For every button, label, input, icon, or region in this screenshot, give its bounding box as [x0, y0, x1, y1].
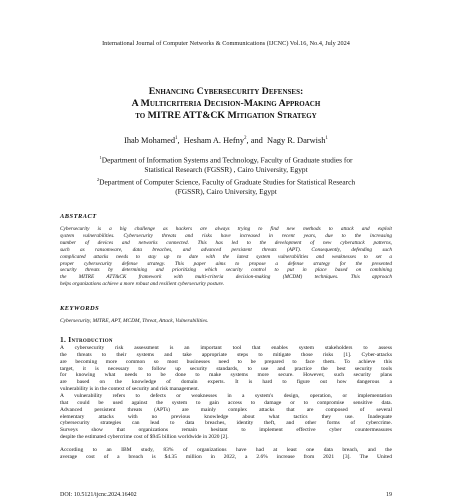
keywords-text: Cybersecurity, MITRE, APT, MCDM, Threat, Attack, Vulnerabilities.: [60, 318, 209, 324]
abstract-line: complicated attacks needs to stay up to date with the latest system vulnerabilities and weaknesses to set a: [60, 253, 392, 260]
paragraph-line: that could be used against the system to gain access to damage or to compromise sensitive data.: [60, 399, 392, 406]
author-separator: ,: [177, 136, 180, 145]
author-name: Ihab Mohamed: [124, 136, 176, 145]
abstract-line: proper cybersecurity defense strategy. This paper aims to propose a defense strategy for the presented: [60, 260, 392, 267]
paper-title: [40, 86, 412, 122]
paragraph-line: Advanced persistent threats (APTs) are mainly complex attacks that are composed of several: [60, 406, 392, 413]
affiliation-line: Department of Information Systems and Technology, Faculty of Graduate studies for: [101, 155, 353, 165]
affiliation-line: (FGSSR), Cairo University, Egypt: [175, 187, 277, 197]
author-name: Nagy R. Darwish: [267, 136, 326, 145]
paragraph-line: elementary attacks with no previous knowledge about what tactics they use. Inadequate: [60, 413, 392, 420]
author-list: [0, 136, 452, 145]
paragraph-line: the threats to their systems and take appropriate steps to mitigate those risks [1]. Cyber-attacks: [60, 351, 392, 358]
abstract-line: security threats by determining and prioritizing which security control to put in place based on combining: [60, 267, 392, 274]
paragraph-line: According to an IBM study, 83% of organizations have had at least one data breach, and the: [60, 447, 392, 453]
paragraph: [60, 393, 392, 441]
paragraph-line: despite the estimated cybercrime cost of $945 billion worldwide in 2020 [2].: [60, 434, 229, 441]
paragraph-line: are becoming more common so most businesses need to be prepared to face them. To achieve this: [60, 358, 392, 365]
paragraph-line: average cost of a breach is $4.35 million in 2022, a 2.6% increase from 2021 [3]. The United: [60, 453, 392, 460]
abstract-text: [60, 226, 392, 288]
abstract-line: helps organizations achieve a more robust and resilient cybersecurity posture.: [60, 281, 225, 288]
author-affiliation-mark: 1: [325, 136, 328, 142]
affiliation-line: Department of Computer Science, Faculty of Graduate Studies for Statistical Research: [99, 177, 356, 187]
paragraph-line: cybersecurity strategies can lead to data breaches, identity theft, and other forms of cybercrime.: [60, 420, 392, 427]
abstract-line: number of devices and networks connected. This has led to the development of new cyberattack patterns,: [60, 239, 392, 246]
affiliation-2: [40, 175, 412, 197]
section-heading-introduction: 1. Introduction: [60, 335, 113, 344]
journal-header: International Journal of Computer Networks & Communications (IJCNC) Vol.16, No.4, July 2024: [102, 40, 350, 47]
author-separator: , and: [246, 136, 263, 145]
author-affiliation-mark: 2: [244, 136, 247, 142]
paragraph-line: target, it is necessary to follow up security standards, to use and practice the best security tools: [60, 365, 392, 372]
paragraph-line: vulnerability is in the context of security and risk management.: [60, 386, 199, 393]
affiliation-number: 2: [96, 177, 100, 182]
abstract-line: the MITRE ATT&CK framework with multi-criteria decision-making (MCDM) techniques. This approach: [60, 274, 392, 281]
page-number: 19: [386, 492, 392, 498]
abstract-line: such as ransomware, data breaches, and advanced persistent threats (APT). Consequently, defending such: [60, 246, 392, 253]
author-name: Hesham A. Hefny: [183, 136, 245, 145]
paragraph-line: are based on the knowledge of domain experts. It is hard to figure out how dangerous a: [60, 379, 392, 386]
author-affiliation-mark: 1: [175, 136, 178, 142]
title-line: A Multicriteria Decision-Making Approach: [131, 98, 321, 109]
affiliation-number: 1: [99, 155, 102, 160]
abstract-heading: ABSTRACT: [60, 213, 97, 220]
paragraph-line: A cybersecurity risk assessment is an important tool that enables system stakeholders to assess: [60, 345, 392, 351]
affiliation-line: Statistical Research (FGSSR) , Cairo University, Egypt: [144, 165, 308, 175]
paragraph: [60, 345, 392, 393]
doi-footer: DOI: 10.5121/ijcnc.2024.16402: [60, 492, 137, 498]
paragraph-line: A vulnerability refers to defects or weaknesses in a system's design, operation, or implementation: [60, 393, 392, 399]
abstract-line: system vulnerabilities. Cybersecurity threats and risks have increased in recent years, due to the increasing: [60, 232, 392, 239]
title-line: to MITRE ATT&CK Mitigation Strategy: [135, 110, 317, 121]
title-line: Enhancing Cybersecurity Defenses:: [148, 86, 304, 97]
paragraph-line: for knowing what needs to be done to make systems more secure. However, such security plans: [60, 372, 392, 379]
paragraph-line: Surveys show that organizations remain hesitant to implement effective cyber countermeasures: [60, 427, 392, 434]
affiliation-1: [40, 153, 412, 175]
abstract-line: Cybersecurity is a big challenge as hackers are always trying to find new methods to attack and exploit: [60, 226, 392, 232]
keywords-heading: KEYWORDS: [60, 305, 100, 312]
paragraph: [60, 447, 392, 461]
